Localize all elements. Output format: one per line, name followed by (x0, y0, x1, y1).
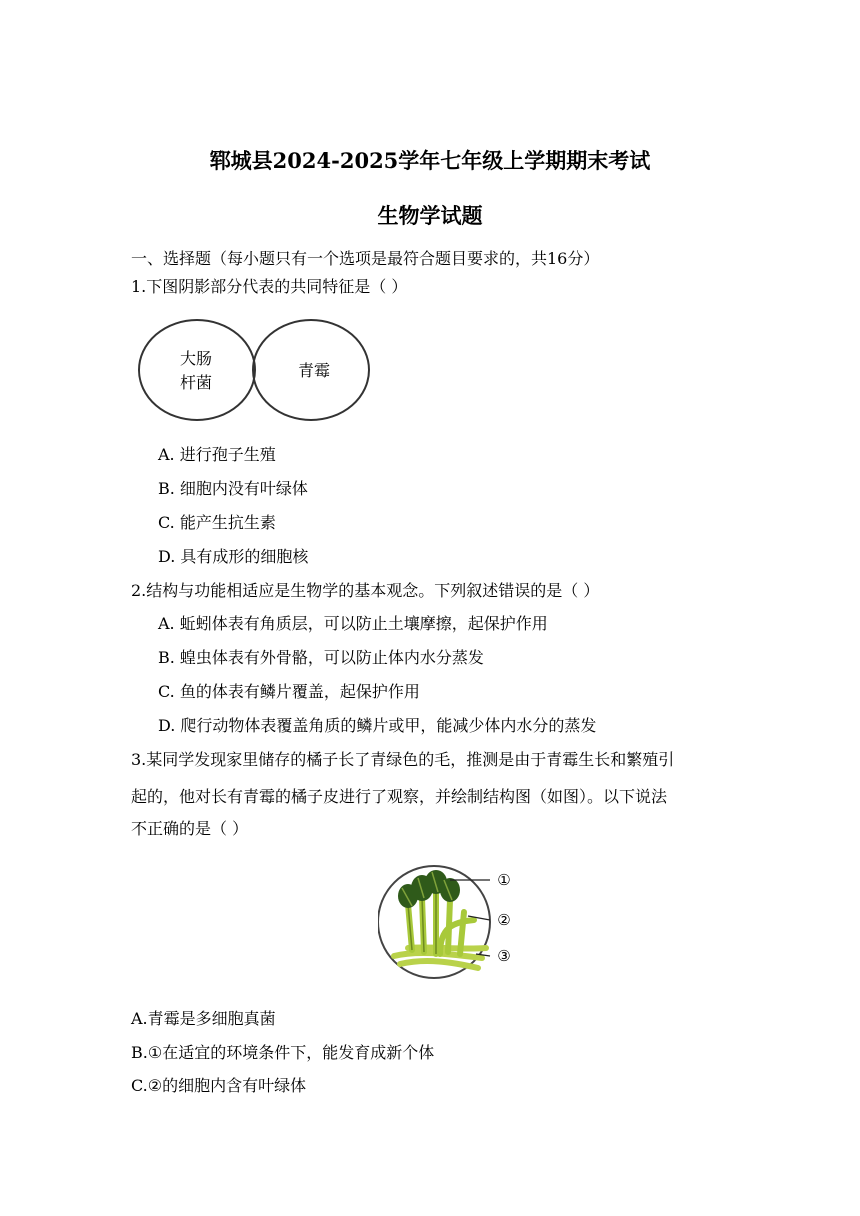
question-2-stem: 2.结构与功能相适应是生物学的基本观念。下列叙述错误的是（ ） (131, 581, 600, 600)
section-heading: 一、选择题（每小题只有一个选项是最符合题目要求的，共16分） (131, 249, 600, 268)
label-2: ② (497, 911, 511, 929)
page-subtitle: 生物学试题 (377, 203, 483, 228)
page-title: 郓城县2024-2025学年七年级上学期期末考试 (209, 148, 651, 173)
question-1-stem: 1.下图阴影部分代表的共同特征是（ ） (131, 277, 408, 296)
q2-option-c: C. 鱼的体表有鳞片覆盖，起保护作用 (158, 682, 420, 701)
q3-option-c: C.②的细胞内含有叶绿体 (131, 1076, 307, 1095)
q1-option-a: A. 进行孢子生殖 (158, 445, 276, 464)
q3-option-a: A.青霉是多细胞真菌 (131, 1009, 276, 1028)
venn-left-circle (139, 320, 255, 420)
label-3: ③ (497, 947, 511, 965)
question-3-stem-line-2: 起的，他对长有青霉的橘子皮进行了观察，并绘制结构图（如图）。以下说法 (131, 787, 668, 806)
venn-left-label-2: 杆菌 (179, 373, 213, 392)
q1-option-b: B. 细胞内没有叶绿体 (158, 479, 308, 498)
venn-right-label: 青霉 (297, 361, 331, 380)
q2-option-a: A. 蚯蚓体表有角质层，可以防止土壤摩擦，起保护作用 (158, 614, 548, 633)
q3-option-b: B.①在适宜的环境条件下，能发育成新个体 (131, 1043, 435, 1062)
q1-option-d: D. 具有成形的细胞核 (158, 547, 309, 566)
q2-option-d: D. 爬行动物体表覆盖角质的鳞片或甲，能减少体内水分的蒸发 (158, 716, 597, 735)
q2-option-b: B. 蝗虫体表有外骨骼，可以防止体内水分蒸发 (158, 648, 484, 667)
question-3-stem-line-3: 不正确的是（ ） (131, 819, 249, 838)
q1-option-c: C. 能产生抗生素 (158, 513, 276, 532)
question-3-stem-line-1: 3.某同学发现家里储存的橘子长了青绿色的毛，推测是由于青霉生长和繁殖引 (131, 750, 675, 769)
venn-left-label-1: 大肠 (179, 349, 213, 368)
label-1: ① (497, 871, 511, 889)
penicillium-diagram (378, 858, 518, 988)
venn-diagram (136, 316, 372, 424)
